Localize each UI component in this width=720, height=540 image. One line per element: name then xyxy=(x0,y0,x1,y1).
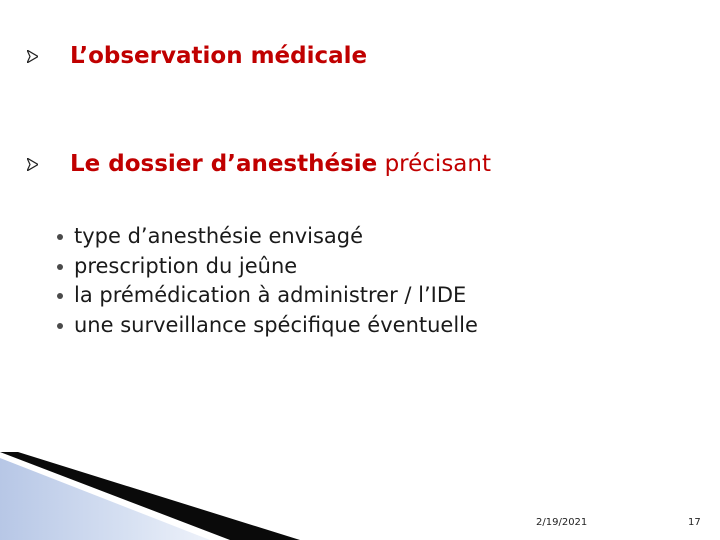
decor-blue-area xyxy=(0,458,210,540)
list-item-label: prescription du jeûne xyxy=(74,253,298,278)
heading-observation-label: L’observation médicale xyxy=(70,43,368,69)
list-item-label: la prémédication à administrer / l’IDE xyxy=(74,283,467,307)
list-item-label: type d’anesthésie envisagé xyxy=(74,224,364,248)
list-item-label: une surveillance spécifique éventuelle xyxy=(74,312,478,337)
page-number: 17 xyxy=(688,517,701,528)
heading-dossier-suffix: précisant xyxy=(377,151,491,177)
heading-dossier-label: Le dossier d’anesthésie xyxy=(70,151,378,177)
footer-date: 2/19/2021 xyxy=(536,517,588,528)
